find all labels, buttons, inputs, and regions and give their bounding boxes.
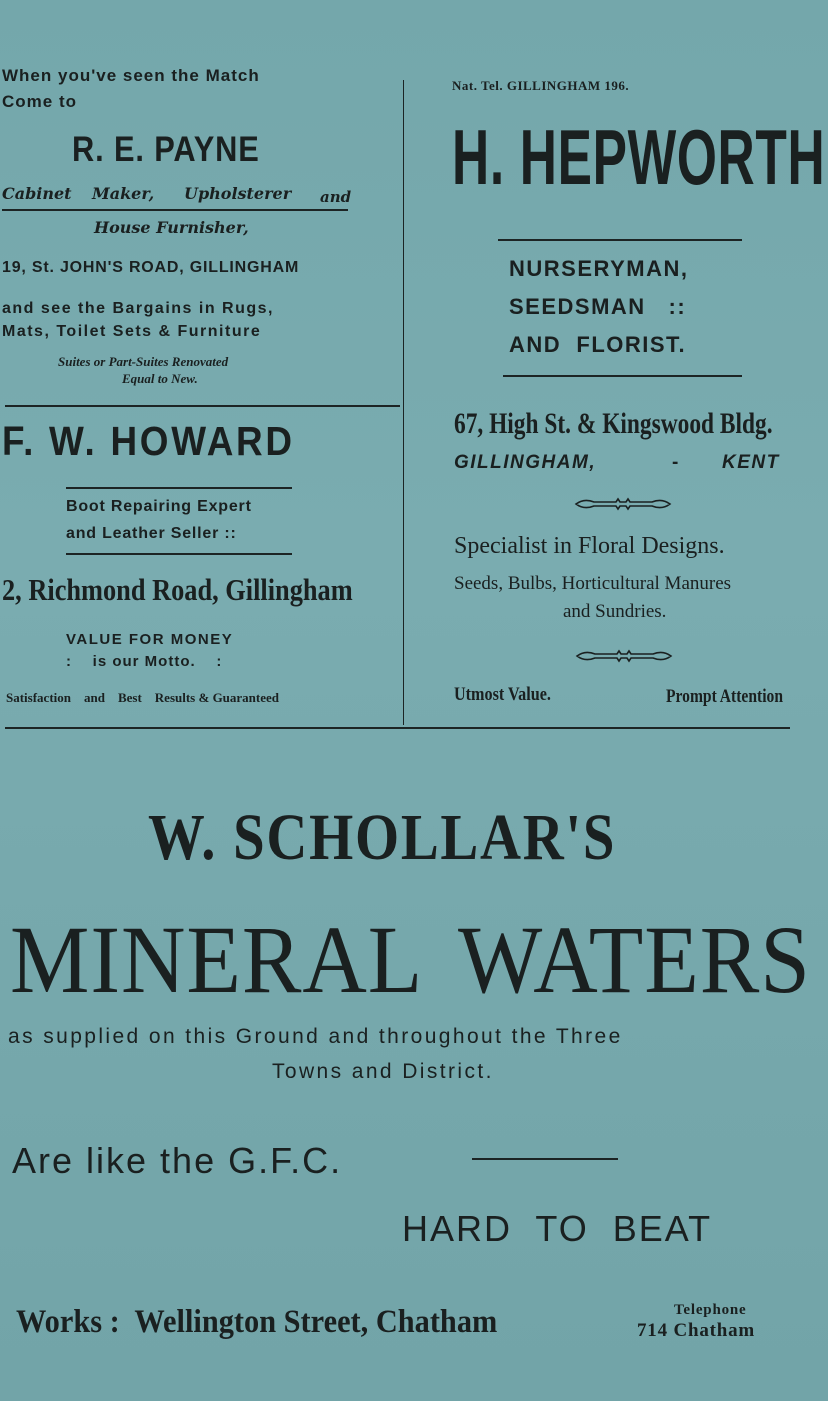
schollar-name: W. SCHOLLAR'S: [148, 801, 617, 874]
schollar-tel-label: Telephone: [674, 1302, 747, 1318]
howard-trade-2: and Leather Seller ::: [66, 525, 237, 542]
hepworth-value: Utmost Value.: [454, 684, 551, 705]
hepworth-dash: -: [672, 452, 679, 473]
hepworth-name: H. HEPWORTH: [452, 113, 826, 201]
payne-trade-house: House Furnisher,: [94, 218, 249, 237]
schollar-product-mineral: MINERAL: [10, 906, 424, 1013]
schollar-supplied-2: Towns and District.: [272, 1060, 494, 1083]
payne-line2: Come to: [2, 92, 77, 111]
hepworth-seeds-1: Seeds, Bulbs, Horticultural Manures: [454, 573, 732, 594]
howard-motto-2: : is our Motto. :: [66, 653, 223, 670]
schollar-product-waters: WATERS: [458, 906, 811, 1013]
hepworth-seeds-2: and Sundries.: [563, 601, 667, 622]
payne-trade-upholsterer: Upholsterer: [184, 184, 292, 203]
column-divider: [403, 80, 404, 725]
hepworth-trade-1: NURSERYMAN,: [509, 256, 689, 281]
payne-suites-1: Suites or Part-Suites Renovated: [58, 354, 229, 369]
hepworth-trade-2: SEEDSMAN ::: [509, 294, 687, 319]
hepworth-attention: Prompt Attention: [666, 686, 783, 707]
ornament-top: [574, 496, 672, 512]
payne-trade-maker: Maker,: [92, 184, 155, 203]
payne-underline: [2, 209, 348, 211]
slogan-dash: [472, 1158, 618, 1160]
howard-address: 2, Richmond Road, Gillingham: [2, 572, 353, 607]
payne-address: 19, St. JOHN'S ROAD, GILLINGHAM: [2, 259, 300, 276]
howard-motto-1: VALUE FOR MONEY: [66, 631, 234, 648]
hepworth-rule-bottom: [503, 375, 742, 377]
howard-rule-bottom: [66, 553, 292, 555]
payne-suites-2: Equal to New.: [122, 371, 198, 386]
hepworth-telephone: Nat. Tel. GILLINGHAM 196.: [452, 78, 630, 93]
schollar-slogan-1: Are like the G.F.C.: [12, 1140, 343, 1181]
howard-guarantee: Satisfaction and Best Results & Guaranteed: [6, 690, 280, 705]
payne-bargains-2: Mats, Toilet Sets & Furniture: [2, 323, 262, 340]
payne-name: R. E. PAYNE: [72, 130, 260, 169]
hepworth-trade-3: AND FLORIST.: [509, 332, 687, 357]
schollar-slogan-2: HARD TO BEAT: [402, 1208, 713, 1249]
payne-bargains-1: and see the Bargains in Rugs,: [2, 300, 274, 317]
howard-rule-top: [66, 487, 292, 489]
howard-trade-1: Boot Repairing Expert: [66, 498, 252, 515]
schollar-works: Works : Wellington Street, Chatham: [16, 1304, 498, 1340]
section-divider: [5, 727, 790, 729]
payne-trade-cabinet: Cabinet: [2, 184, 72, 203]
hepworth-county: KENT: [722, 452, 780, 473]
ornament-bottom: [575, 648, 673, 664]
howard-name: F. W. HOWARD: [2, 418, 295, 464]
schollar-supplied-1: as supplied on this Ground and throughout the Three: [8, 1025, 623, 1048]
hepworth-specialist: Specialist in Floral Designs.: [454, 533, 725, 559]
hepworth-rule-top: [498, 239, 742, 241]
payne-howard-divider: [5, 405, 400, 407]
hepworth-town: GILLINGHAM,: [454, 452, 597, 473]
hepworth-address: 67, High St. & Kingswood Bldg.: [454, 407, 773, 440]
payne-line1: When you've seen the Match: [2, 66, 260, 85]
payne-trade-and: and: [320, 188, 352, 206]
schollar-tel-number: 714 Chatham: [637, 1320, 756, 1341]
